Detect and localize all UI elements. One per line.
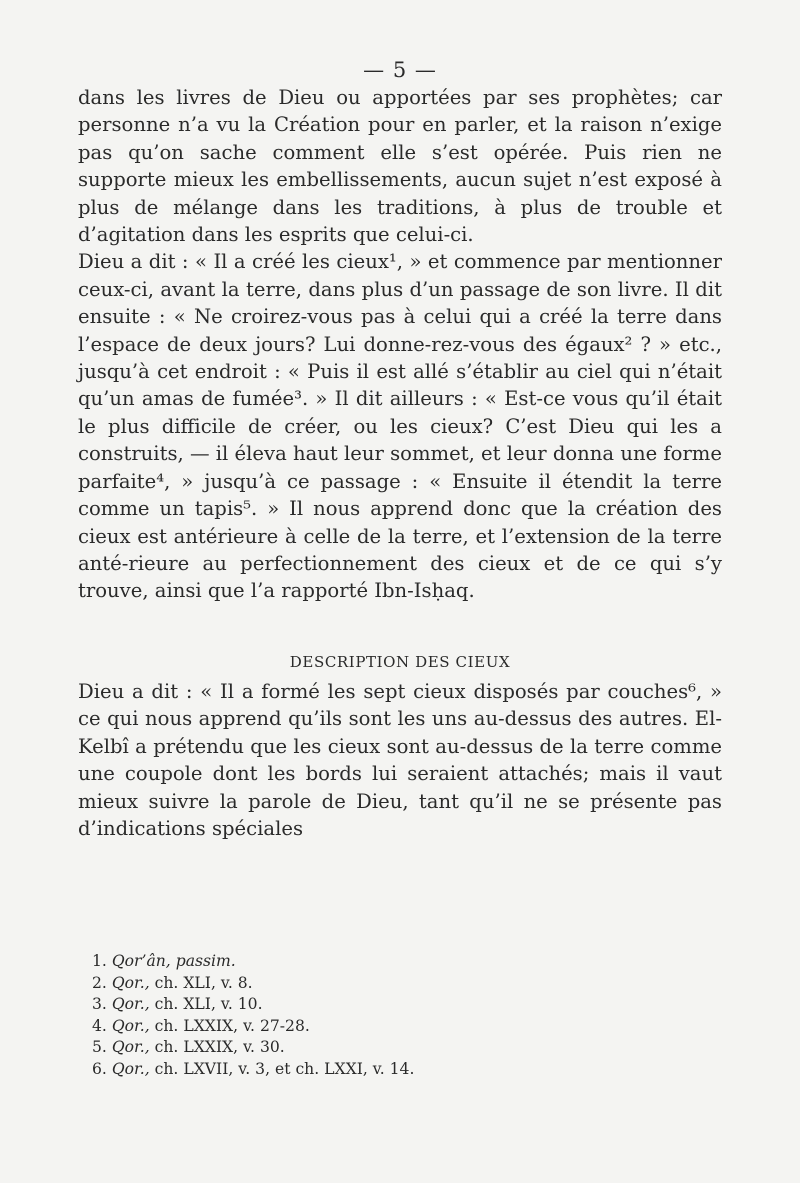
paragraph-1: dans les livres de Dieu ou apportées par ses prophètes; car personne n’a vu la Création pour en parler, et la raison n’exige pas qu’on sache comment elle s’est opérée. Puis rien ne supporte mieux les embellissements, aucun sujet n’est exposé à plus de mélange dans les traditions, à plus de trouble et d’agitation dans les esprits que celui-ci. (78, 86, 722, 247)
paragraph-3: Dieu a dit : « Il a formé les sept cieux disposés par couches⁶, » ce qui nous apprend qu’ils sont les uns au-dessus des autres. El-Kelbî a prétendu que les cieux sont au-dessus de la terre comme une coupole dont les bords lui seraient attachés; mais il vaut mieux suivre la parole de Dieu, tant qu’il ne se présente pas d’indications spéciales (78, 680, 722, 841)
footnote: 5. Qor., ch. LXXIX, v. 30. (92, 1038, 285, 1057)
section-title: DESCRIPTION DES CIEUX (289, 653, 511, 671)
footnote: 1. Qor’ân, passim. (92, 952, 236, 970)
section-text (78, 678, 722, 842)
footnote: 4. Qor., ch. LXXIX, v. 27-28. (92, 1016, 310, 1035)
paragraph-2: Dieu a dit : « Il a créé les cieux¹, » et commence par mentionner ceux-ci, avant la terre, dans plus d’un passage de son livre. Il dit ensuite : « Ne croirez-vous pas à celui qui a créé la terre dans l’espace de deux jours? Lui donne-rez-vous des égaux² ? » etc., jusqu’à cet endroit : « Puis il est allé s’établir au ciel qui n’était qu’un amas de fumée³. » Il dit ailleurs : « Est-ce vous qu’il était le plus difficile de créer, ou les cieux? C’est Dieu qui les a construits, — il éleva haut leur sommet, et leur donna une forme parfaite⁴, » jusqu’à ce passage : « Ensuite il étendit la terre comme un tapis⁵. » Il nous apprend donc que la création des cieux est antérieure à celle de la terre, et l’extension de la terre anté-rieure au perfectionnement des cieux et de ce qui s’y trouve, ainsi que l’a rapporté Ibn-Isḥaq. (78, 250, 722, 603)
page-number-header: — 5 — (363, 58, 437, 82)
footnote: 6. Qor., ch. LXVII, v. 3, et ch. LXXI, v. 14. (92, 1059, 415, 1078)
footnote: 3. Qor., ch. XLI, v. 10. (92, 995, 263, 1014)
main-text (78, 84, 722, 605)
footnotes (92, 951, 712, 1081)
footnote: 2. Qor., ch. XLI, v. 8. (92, 973, 253, 992)
